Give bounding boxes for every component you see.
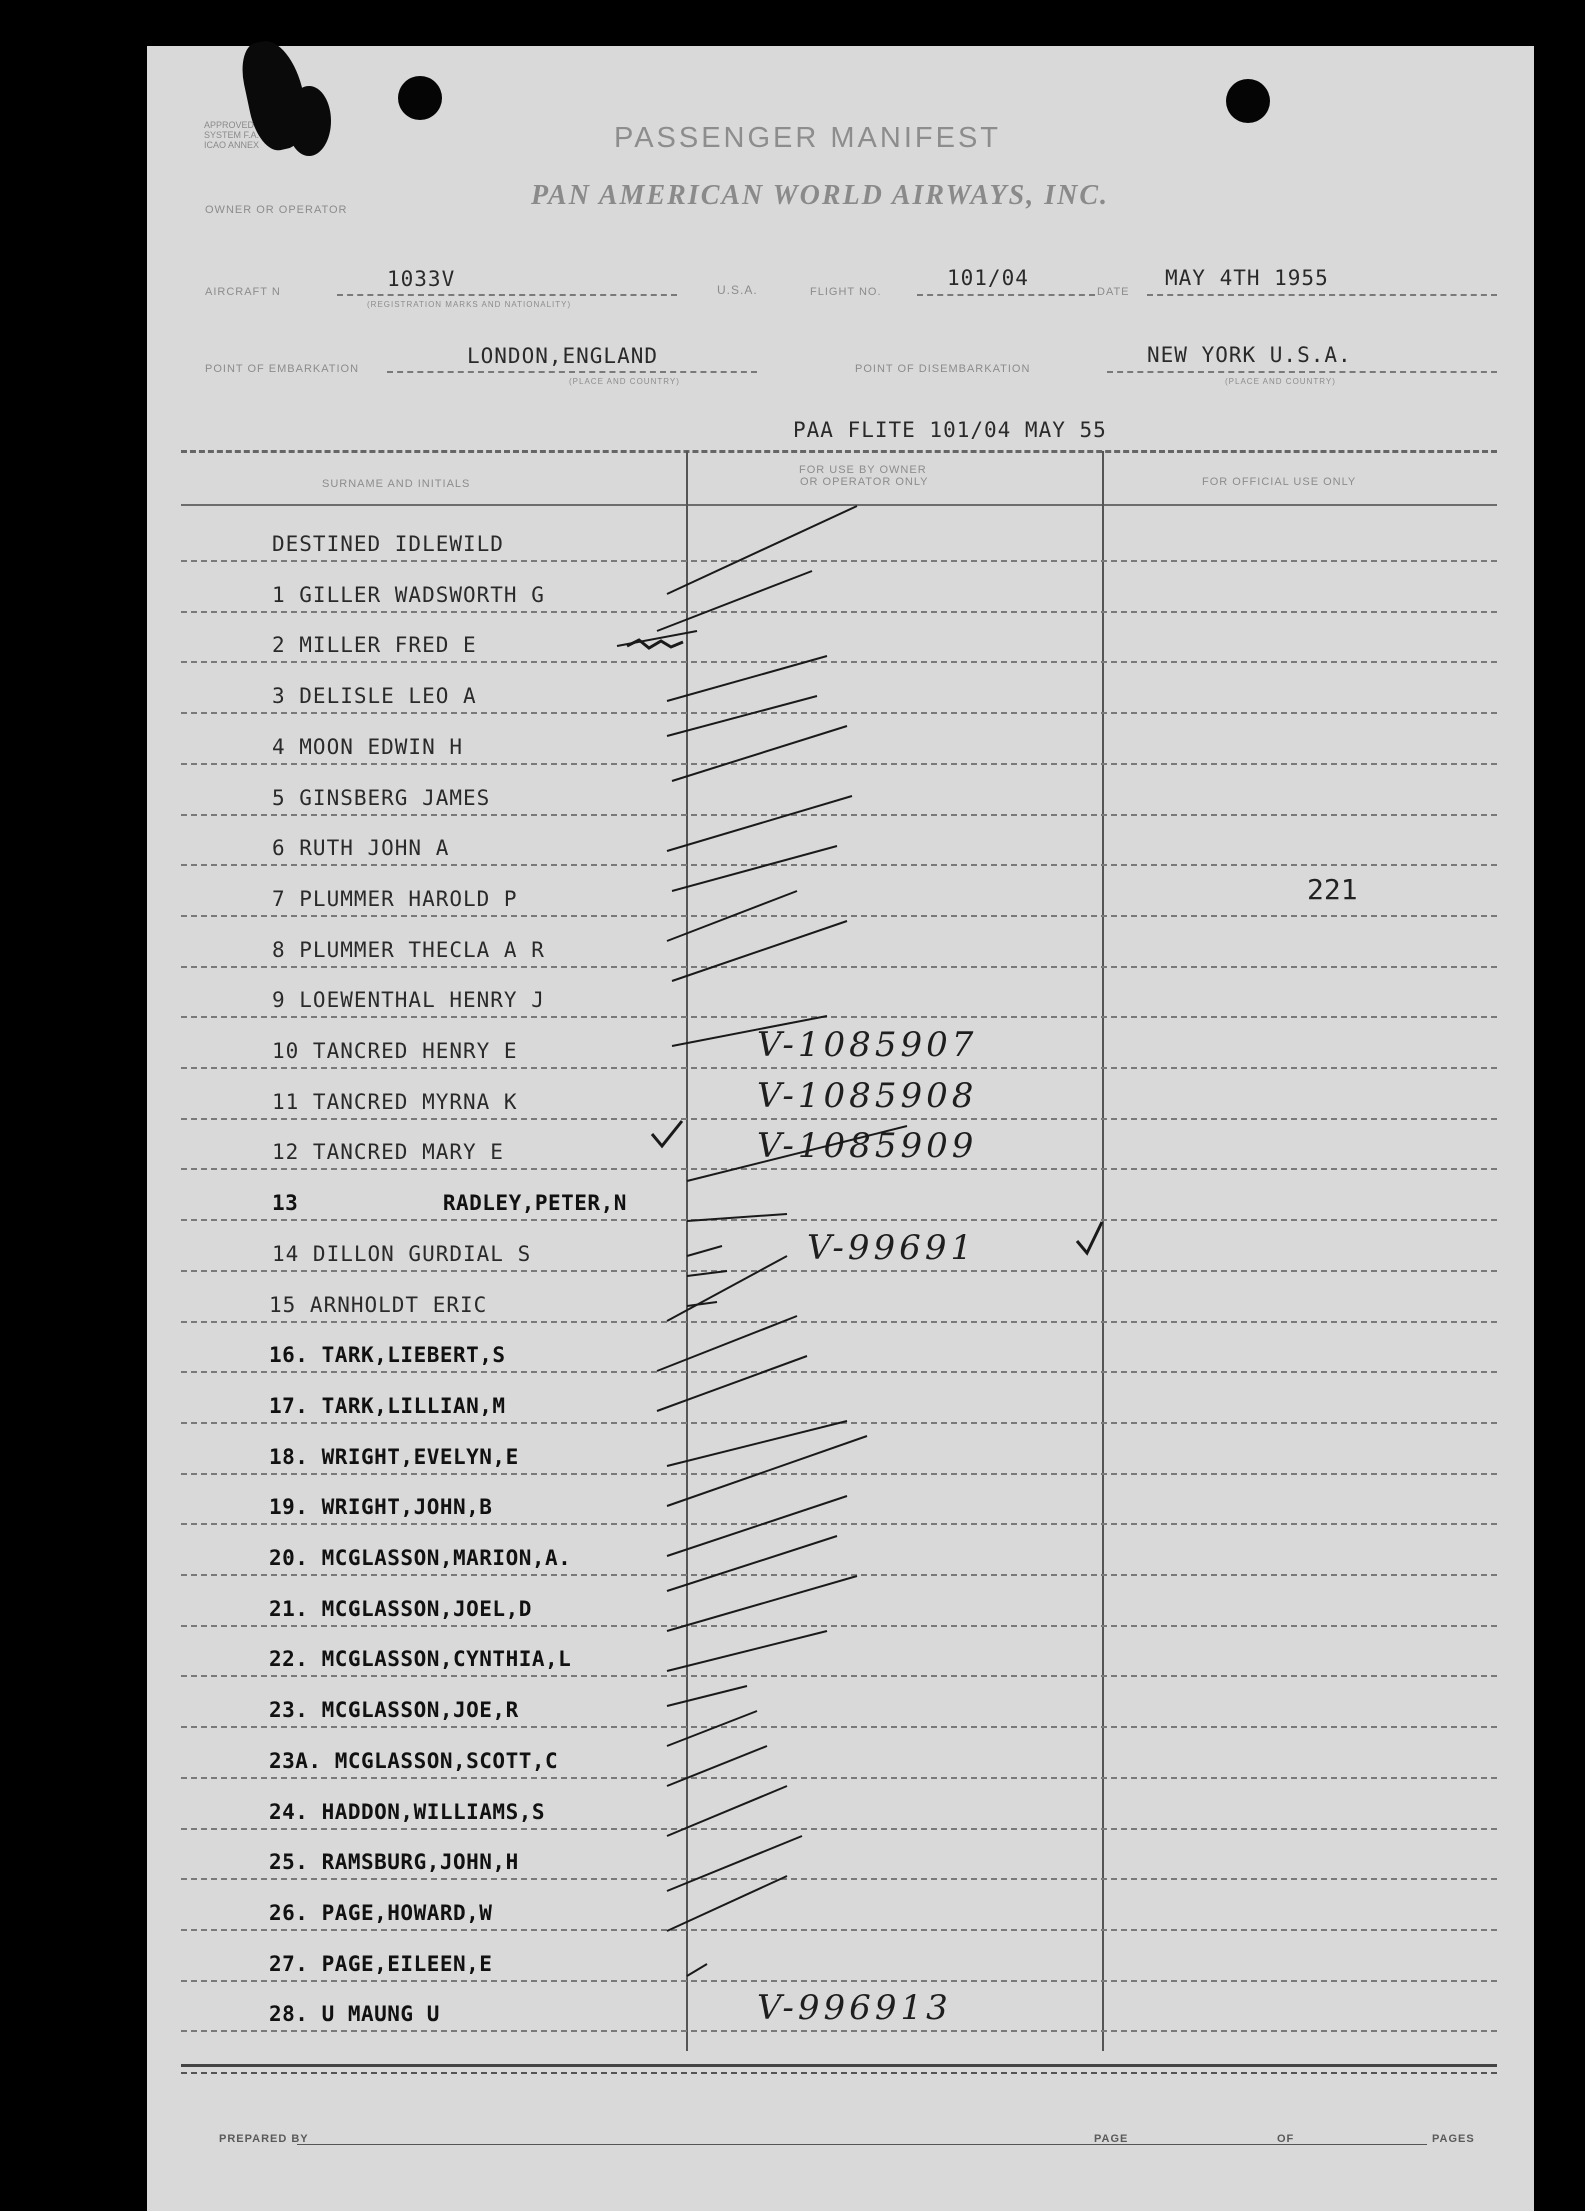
check-stroke [667, 1686, 747, 1706]
check-stroke [657, 1356, 807, 1411]
flite-note: PAA FLITE 101/04 MAY 55 [793, 418, 1107, 442]
check-stroke [667, 1711, 757, 1746]
passenger-name: 26. PAGE,HOWARD,W [269, 1901, 493, 1925]
flight-value: 101/04 [947, 266, 1029, 290]
check-stroke [667, 506, 857, 594]
embark-value: LONDON,ENGLAND [467, 344, 659, 368]
col-header-owner-1: FOR USE BY OWNER [799, 464, 927, 476]
check-stroke [672, 726, 847, 781]
check-stroke [667, 1576, 857, 1631]
passenger-name: 16. TARK,LIEBERT,S [269, 1343, 506, 1367]
passenger-name: 13 RADLEY,PETER,N [272, 1191, 627, 1215]
tick-mark [1077, 1222, 1102, 1253]
passenger-name: 27. PAGE,EILEEN,E [269, 1952, 493, 1976]
passenger-name: 10 TANCRED HENRY E [272, 1039, 518, 1063]
owner-use-value: V-1085908 [757, 1076, 978, 1116]
passenger-name: 1 GILLER WADSWORTH G [272, 583, 545, 607]
pages-label: PAGES [1432, 2133, 1475, 2145]
passenger-name: 2 MILLER FRED E [272, 633, 477, 657]
owner-label: OWNER OR OPERATOR [205, 204, 348, 216]
passenger-name: 28. U MAUNG U [269, 2002, 440, 2026]
owner-use-value: V-1085907 [757, 1025, 978, 1065]
passenger-name: 3 DELISLE LEO A [272, 684, 477, 708]
scribble-mark [627, 640, 683, 648]
check-stroke [667, 1536, 837, 1591]
passenger-name: 11 TANCRED MYRNA K [272, 1090, 518, 1114]
check-stroke [687, 1126, 907, 1181]
passenger-name: 23A. MCGLASSON,SCOTT,C [269, 1749, 559, 1773]
embark-sublabel: (PLACE AND COUNTRY) [569, 377, 680, 386]
check-stroke [667, 1786, 787, 1836]
check-stroke [687, 1214, 787, 1221]
check-stroke [667, 1421, 847, 1466]
check-stroke [667, 1746, 767, 1786]
check-stroke [687, 1246, 722, 1256]
passenger-name: 15 ARNHOLDT ERIC [269, 1293, 488, 1317]
aircraft-label: AIRCRAFT N [205, 286, 281, 298]
check-stroke [667, 656, 827, 701]
handwritten-marks [147, 46, 1534, 2211]
passenger-name: DESTINED IDLEWILD [272, 532, 504, 556]
check-stroke [667, 891, 797, 941]
flight-label: FLIGHT NO. [810, 286, 882, 298]
passenger-name: 22. MCGLASSON,CYNTHIA,L [269, 1647, 572, 1671]
passenger-name: 4 MOON EDWIN H [272, 735, 464, 759]
passenger-name: 14 DILLON GURDIAL S [272, 1242, 532, 1266]
disembark-sublabel: (PLACE AND COUNTRY) [1225, 377, 1336, 386]
check-stroke [667, 696, 817, 736]
aircraft-value: 1033V [387, 267, 456, 291]
check-stroke [687, 1964, 707, 1976]
passenger-name: 6 RUTH JOHN A [272, 836, 450, 860]
prepared-by-label: PREPARED BY [219, 2133, 309, 2145]
owner-use-value: V-99691 [807, 1228, 977, 1268]
carrier-name: PAN AMERICAN WORLD AIRWAYS, INC. [531, 180, 1110, 211]
check-stroke [667, 796, 852, 851]
official-use-value: 221 [1307, 873, 1358, 906]
passenger-name: 21. MCGLASSON,JOEL,D [269, 1597, 532, 1621]
passenger-name: 23. MCGLASSON,JOE,R [269, 1698, 519, 1722]
passenger-name: 7 PLUMMER HAROLD P [272, 887, 518, 911]
check-stroke [657, 571, 812, 631]
tick-mark [652, 1121, 682, 1146]
col-header-names: SURNAME AND INITIALS [322, 478, 471, 490]
check-stroke [667, 1836, 802, 1891]
form-title: PASSENGER MANIFEST [614, 122, 1002, 154]
check-stroke [667, 1631, 827, 1671]
owner-use-value: V-996913 [757, 1988, 952, 2028]
date-label: DATE [1097, 286, 1130, 298]
passenger-name: 8 PLUMMER THECLA A R [272, 938, 545, 962]
passenger-name: 20. MCGLASSON,MARION,A. [269, 1546, 572, 1570]
passenger-name: 5 GINSBERG JAMES [272, 786, 491, 810]
usa-label: U.S.A. [717, 283, 758, 297]
check-stroke [672, 1016, 827, 1046]
date-value: MAY 4TH 1955 [1165, 266, 1329, 290]
owner-use-value: V-1085909 [757, 1126, 978, 1166]
check-stroke [672, 846, 837, 891]
passenger-name: 24. HADDON,WILLIAMS,S [269, 1800, 546, 1824]
passenger-name: 17. TARK,LILLIAN,M [269, 1394, 506, 1418]
passenger-name: 18. WRIGHT,EVELYN,E [269, 1445, 519, 1469]
check-stroke [667, 1436, 867, 1506]
passenger-name: 12 TANCRED MARY E [272, 1140, 504, 1164]
embark-label: POINT OF EMBARKATION [205, 363, 360, 375]
passenger-name: 25. RAMSBURG,JOHN,H [269, 1850, 519, 1874]
aircraft-sublabel: (REGISTRATION MARKS AND NATIONALITY) [367, 300, 572, 309]
check-stroke [667, 1496, 847, 1556]
page-label: PAGE [1094, 2133, 1129, 2145]
passenger-name: 19. WRIGHT,JOHN,B [269, 1495, 493, 1519]
disembark-value: NEW YORK U.S.A. [1147, 343, 1352, 367]
col-header-owner-2: OR OPERATOR ONLY [800, 476, 929, 488]
manifest-page [147, 46, 1534, 2211]
col-header-official: FOR OFFICIAL USE ONLY [1202, 476, 1357, 488]
approved-stamp: APPROVED SYSTEM F.A. ICAO ANNEX [204, 120, 260, 150]
disembark-label: POINT OF DISEMBARKATION [855, 363, 1031, 375]
check-stroke [667, 1256, 787, 1321]
of-label: OF [1277, 2133, 1295, 2145]
check-stroke [687, 1271, 727, 1276]
check-stroke [657, 1316, 797, 1371]
passenger-name: 9 LOEWENTHAL HENRY J [272, 988, 545, 1012]
